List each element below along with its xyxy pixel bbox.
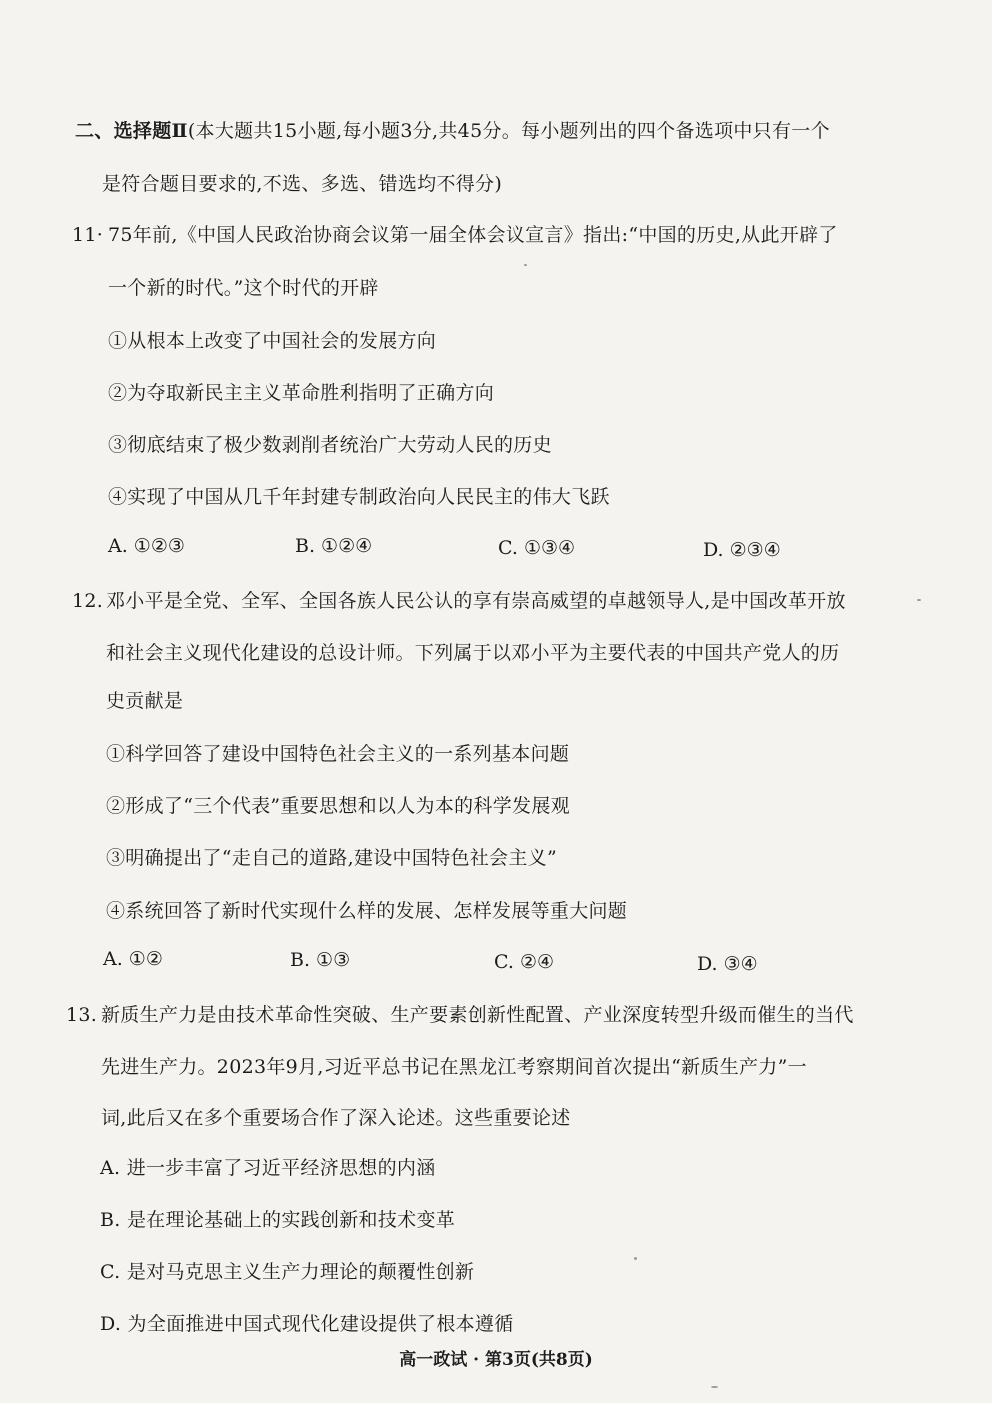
- question-13-option-d: D. 为全面推进中国式现代化建设提供了根本遵循: [100, 1313, 514, 1335]
- question-12-stem: 史贡献是: [106, 690, 184, 712]
- page-footer: 高一政试 · 第3页(共8页): [399, 1350, 593, 1370]
- question-12-stem: 和社会主义现代化建设的总设计师。下列属于以邓小平为主要代表的中国共产党人的历: [106, 642, 840, 664]
- section-title: 二、选择题Ⅱ: [75, 120, 188, 142]
- question-11-number: 11·: [72, 224, 104, 246]
- scan-speck: [917, 599, 921, 601]
- scan-speck: [524, 264, 527, 266]
- question-12-item-1: ①科学回答了建设中国特色社会主义的一系列基本问题: [106, 743, 570, 765]
- question-11-item-3: ③彻底结束了极少数剥削者统治广大劳动人民的历史: [108, 434, 552, 456]
- question-11-item-2: ②为夺取新民主主义革命胜利指明了正确方向: [108, 382, 495, 404]
- question-13-option-a: A. 进一步丰富了习近平经济思想的内涵: [100, 1157, 436, 1179]
- question-13-option-c: C. 是对马克思主义生产力理论的颠覆性创新: [100, 1261, 475, 1283]
- question-13-stem: 词,此后又在多个重要场合作了深入论述。这些重要论述: [101, 1107, 571, 1129]
- question-11-option-b: B. ①②④: [295, 535, 373, 557]
- section-description: (本大题共15小题,每小题3分,共45分。每小题列出的四个备选项中只有一个: [187, 120, 830, 142]
- question-13-number: 13.: [66, 1004, 98, 1026]
- question-12-stem: 邓小平是全党、全军、全国各族人民公认的享有崇高威望的卓越领导人,是中国改革开放: [106, 590, 846, 612]
- question-11-option-a: A. ①②③: [108, 535, 185, 557]
- question-13-stem: 先进生产力。2023年9月,习近平总书记在黑龙江考察期间首次提出“新质生产力”一: [101, 1056, 807, 1078]
- question-11-option-d: D. ②③④: [703, 539, 781, 561]
- scan-speck: [711, 1386, 718, 1388]
- section-header: [75, 118, 830, 144]
- question-12-option-c: C. ②④: [494, 951, 555, 973]
- question-13-stem: 新质生产力是由技术革命性突破、生产要素创新性配置、产业深度转型升级而催生的当代: [101, 1004, 854, 1026]
- question-11-option-c: C. ①③④: [498, 537, 576, 559]
- section-description-cont: 是符合题目要求的,不选、多选、错选均不得分): [102, 173, 503, 195]
- question-11-stem: 一个新的时代。”这个时代的开辟: [108, 277, 379, 299]
- question-11-item-4: ④实现了中国从几千年封建专制政治向人民民主的伟大飞跃: [108, 486, 610, 508]
- question-13-option-b: B. 是在理论基础上的实践创新和技术变革: [100, 1209, 456, 1231]
- question-11-item-1: ①从根本上改变了中国社会的发展方向: [108, 330, 437, 352]
- question-12-item-3: ③明确提出了“走自己的道路,建设中国特色社会主义”: [106, 847, 557, 869]
- question-11-stem: 75年前,《中国人民政治协商会议第一届全体会议宣言》指出:“中国的历史,从此开辟了: [108, 224, 838, 246]
- question-12-item-4: ④系统回答了新时代实现什么样的发展、怎样发展等重大问题: [106, 900, 628, 922]
- question-12-option-a: A. ①②: [103, 948, 163, 970]
- question-12-number: 12.: [72, 590, 104, 612]
- question-12-option-d: D. ③④: [697, 953, 758, 975]
- scan-speck: [634, 1257, 637, 1260]
- question-12-option-b: B. ①③: [290, 949, 351, 971]
- question-12-item-2: ②形成了“三个代表”重要思想和以人为本的科学发展观: [106, 795, 570, 817]
